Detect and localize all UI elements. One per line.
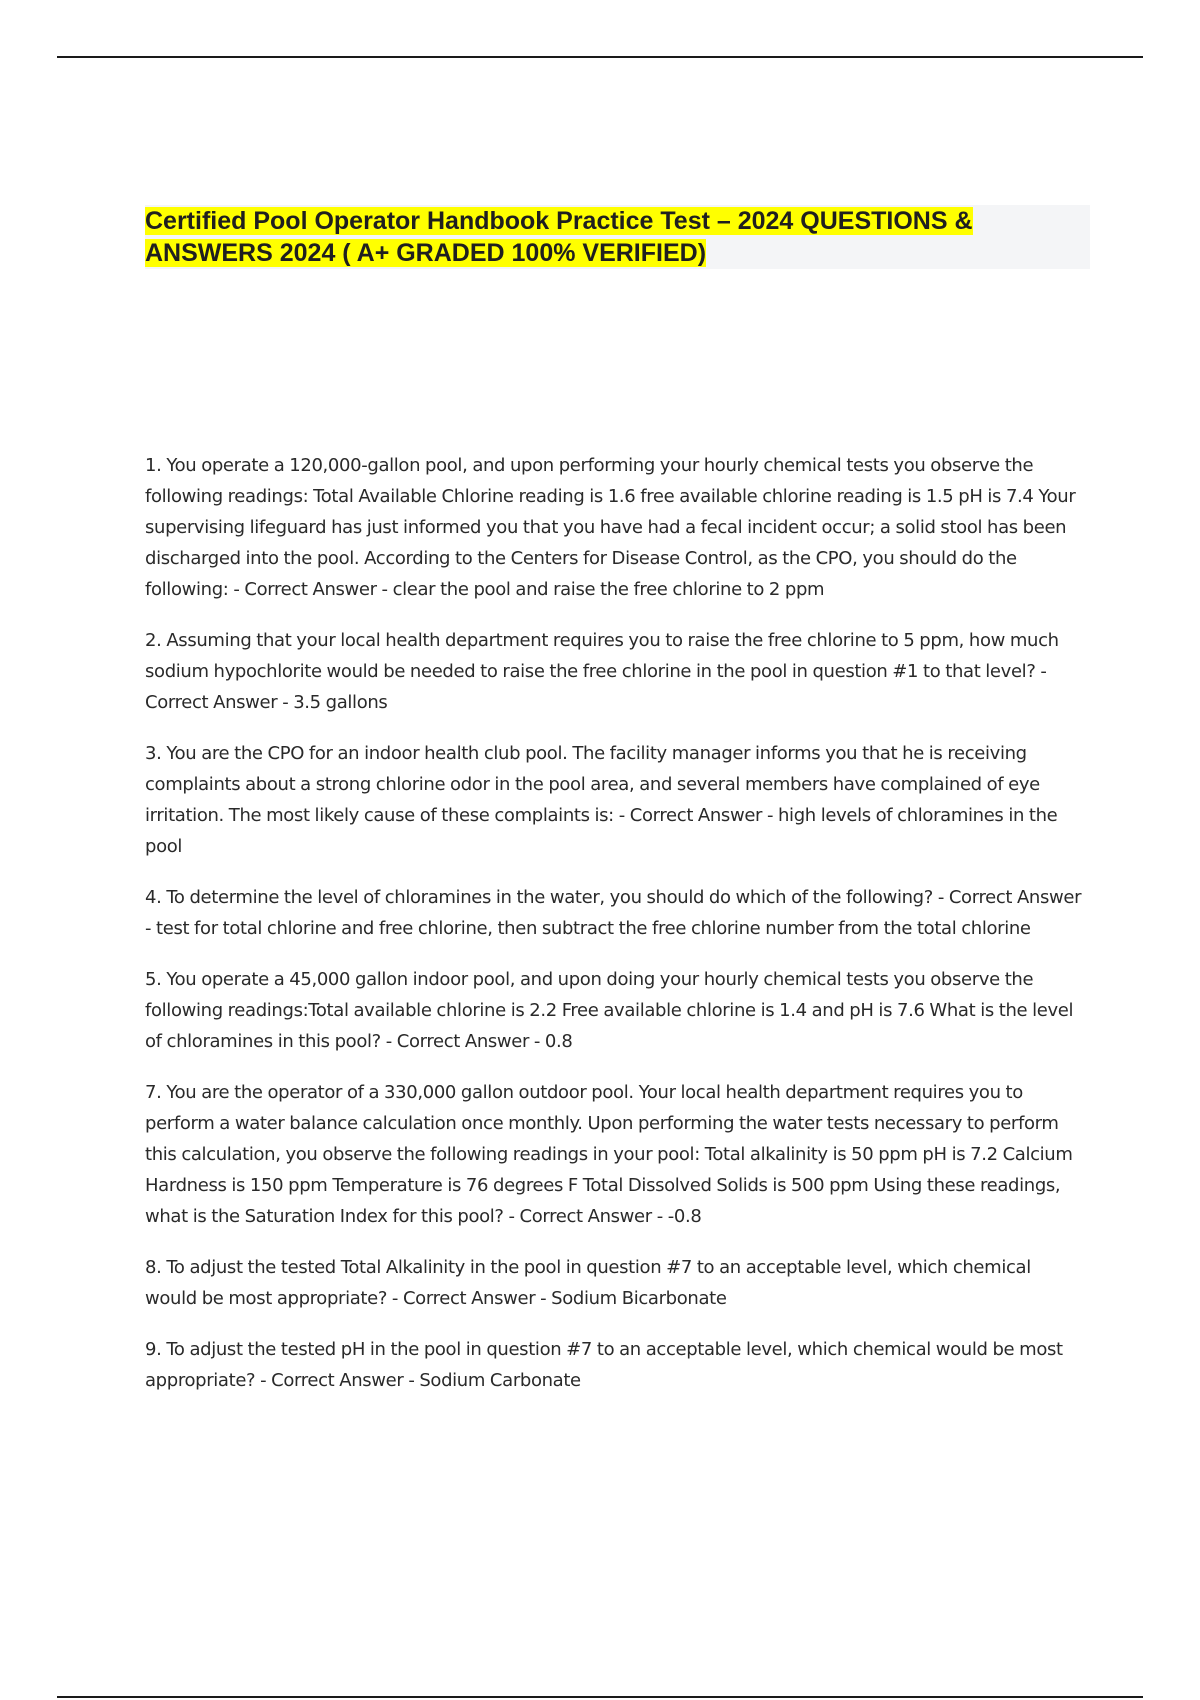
header-rule bbox=[57, 56, 1143, 58]
qa-list bbox=[145, 450, 1085, 1416]
document-title bbox=[145, 205, 1090, 269]
qa-item-7: 7. You are the operator of a 330,000 gallon outdoor pool. Your local health department requires you to perform a water balance calculation once monthly. Upon performing the water tests necessary to perform this calculation, you observe the following readings in your pool: Total alkalinity is 50 ppm pH is 7.2 Calcium Hardness is 150 ppm Temperature is 76 degrees F Total Dissolved Solids is 500 ppm Using these readings, what is the Saturation Index for this pool? - Correct Answer - -0.8 bbox=[145, 1082, 1073, 1227]
qa-item-8: 8. To adjust the tested Total Alkalinity in the pool in question #7 to an acceptable level, which chemical would be most appropriate? - Correct Answer - Sodium Bicarbonate bbox=[145, 1257, 1031, 1309]
title-block bbox=[145, 205, 1090, 269]
qa-item-5: 5. You operate a 45,000 gallon indoor pool, and upon doing your hourly chemical tests you observe the following readings:Total available chlorine is 2.2 Free available chlorine is 1.4 and pH is 7.6 What is the level of chloramines in this pool? - Correct Answer - 0.8 bbox=[145, 969, 1074, 1052]
qa-item-1: 1. You operate a 120,000-gallon pool, and upon performing your hourly chemical tests you observe the following readings: Total Available Chlorine reading is 1.6 free available chlorine reading is 1.5 pH is 7.4 Your supervising lifeguard has just informed you that you have had a fecal incident occur; a solid stool has been discharged into the pool. According to the Centers for Disease Control, as the CPO, you should do the following: - Correct Answer - clear the pool and raise the free chlorine to 2 ppm bbox=[145, 455, 1076, 600]
qa-item-3: 3. You are the CPO for an indoor health club pool. The facility manager informs you that he is receiving complaints about a strong chlorine odor in the pool area, and several members have complained of eye irritation. The most likely cause of these complaints is: - Correct Answer - high levels of chloramines in the pool bbox=[145, 743, 1058, 857]
qa-item-2: 2. Assuming that your local health department requires you to raise the free chlorine to 5 ppm, how much sodium hypochlorite would be needed to raise the free chlorine in the pool in question #1 to that level? - Correct Answer - 3.5 gallons bbox=[145, 630, 1059, 713]
footer-rule bbox=[57, 1696, 1143, 1698]
qa-item-9: 9. To adjust the tested pH in the pool in question #7 to an acceptable level, which chemical would be most appropriate? - Correct Answer - Sodium Carbonate bbox=[145, 1339, 1063, 1391]
qa-item-4: 4. To determine the level of chloramines in the water, you should do which of the following? - Correct Answer - test for total chlorine and free chlorine, then subtract the free chlorine number from the total chlorine bbox=[145, 887, 1082, 939]
title-highlight: Certified Pool Operator Handbook Practice Test – 2024 QUESTIONS & ANSWERS 2024 ( A+ GRADED 100% VERIFIED) bbox=[145, 207, 973, 267]
